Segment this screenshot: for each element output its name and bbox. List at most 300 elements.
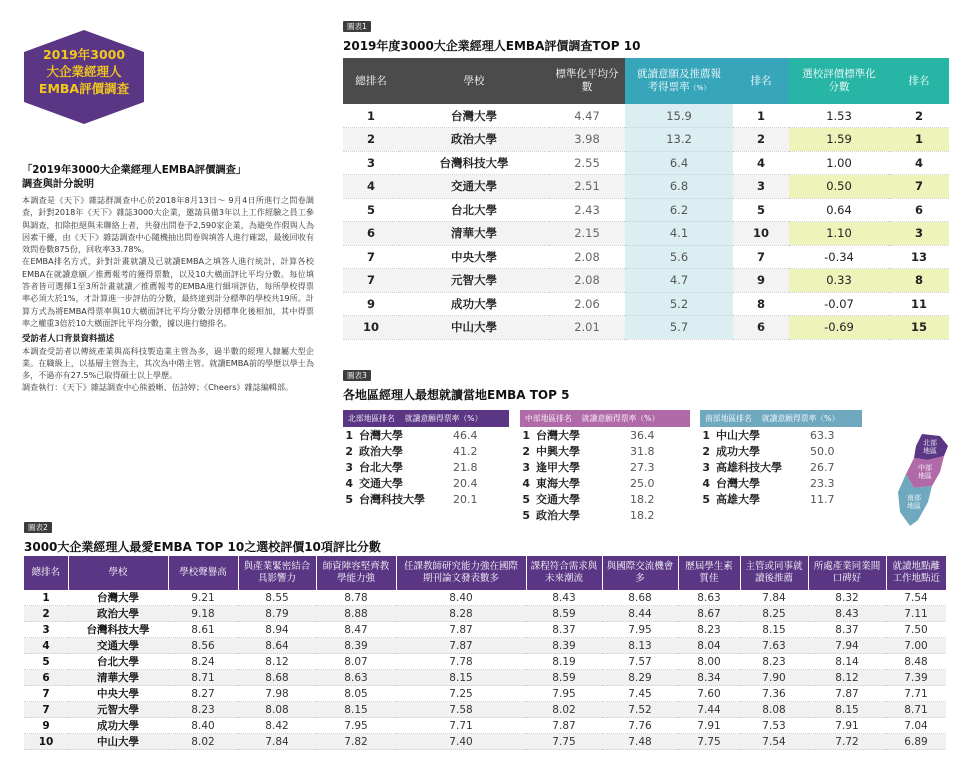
region-north-panel (343, 410, 509, 507)
chart2-cell-score: 8.13 (602, 638, 678, 654)
chart1-cell-rank2: 10 (733, 222, 789, 246)
region-central-school: 中興大學 (536, 445, 580, 458)
chart1-cell-std: 2.55 (549, 151, 625, 175)
region-central-rate: 18.2 (630, 492, 655, 506)
chart1-cell-rank3: 15 (889, 316, 949, 340)
chart1-header-std: 標準化平均分數 (549, 58, 625, 104)
chart1-cell-vote: 6.2 (625, 198, 733, 222)
chart1-header-rank3: 排名 (889, 58, 949, 104)
chart1-cell-rank2: 6 (733, 316, 789, 340)
region-north-header-rank: 北部地區排名 (348, 414, 395, 423)
chart2-header-cell: 任課教師研究能力強在國際期刊論文發表數多 (396, 556, 526, 590)
region-north-school: 交通大學 (359, 477, 403, 490)
region-south-row (700, 427, 862, 443)
chart1-cell-rank: 6 (343, 222, 399, 246)
chart2-cell-score: 7.75 (526, 734, 602, 750)
chart1-cell-choice: 1.59 (789, 128, 889, 152)
chart2-header-cell: 歷屆學生素質佳 (678, 556, 740, 590)
chart2-cell-score: 9.18 (168, 606, 238, 622)
intro-paragraph-2: 在EMBA排名方式，針對計畫就讀及已就讀EMBA之填答人進行統計，計算各校EMBA在就讀意願／推薦報考的獲得票數，以及10大橫面評比平均分數。每位填答者皆可選擇1至3所計畫就讀／推薦報考的EMBA進行細項評估，每所學校得票率必須大於1%，才計算進一步評估的分數，最終達到計分標準的學校共19所。計算方式為將EMBA得票率與10大橫面評比平均分數分別標準化後相加，其中得票率之權重3倍於10大橫面評比平均分數，據以進行總排名。 (22, 256, 314, 328)
region-central-header-rank: 中部地區排名 (525, 414, 572, 423)
chart2-cell-score: 8.71 (168, 670, 238, 686)
chart2-cell-score: 7.25 (396, 686, 526, 702)
chart2-cell-score: 8.12 (238, 654, 316, 670)
chart2-title: 3000大企業經理人最愛EMBA TOP 10之選校評價10項評比分數 (24, 540, 381, 554)
chart2-cell-score: 8.94 (238, 622, 316, 638)
chart2-cell-score: 8.56 (168, 638, 238, 654)
chart1-cell-school: 中央大學 (399, 245, 549, 269)
chart2-cell-score: 7.76 (602, 718, 678, 734)
chart2-header-cell: 就讀地點離工作地點近 (886, 556, 946, 590)
chart1-cell-std: 2.15 (549, 222, 625, 246)
region-south-header-rank: 南部地區排名 (705, 414, 752, 423)
chart2-row (24, 734, 946, 750)
chart1-cell-vote: 6.8 (625, 175, 733, 199)
region-central-row (520, 427, 690, 443)
chart1-cell-vote: 6.4 (625, 151, 733, 175)
region-south-rank: 5 (702, 492, 710, 506)
region-central-rate: 25.0 (630, 476, 655, 490)
chart2-cell-score: 8.43 (808, 606, 886, 622)
region-north-rate: 41.2 (453, 444, 478, 458)
intro-subtitle: 調查與計分說明 (22, 178, 95, 190)
chart2-header-cell: 與國際交流機會多 (602, 556, 678, 590)
chart2-row (24, 654, 946, 670)
chart1-header-vote-label: 就讀意願及推薦報考得票率 (637, 67, 721, 93)
map-label-south (907, 493, 921, 510)
region-central-row (520, 507, 690, 523)
chart1-cell-rank2: 1 (733, 104, 789, 128)
chart2-cell-score: 8.19 (526, 654, 602, 670)
chart1-row (343, 151, 949, 175)
chart2-cell-score: 7.84 (238, 734, 316, 750)
chart1-row (343, 104, 949, 128)
chart2-header-cell: 課程符合需求與未來潮流 (526, 556, 602, 590)
chart2-cell-score: 8.14 (808, 654, 886, 670)
chart2-cell-score: 8.00 (678, 654, 740, 670)
chart2-cell-score: 7.87 (396, 622, 526, 638)
region-north-rank: 2 (345, 444, 353, 458)
chart2-cell-score: 8.28 (396, 606, 526, 622)
chart1-cell-rank2: 4 (733, 151, 789, 175)
region-north-school: 政治大學 (359, 445, 403, 458)
chart2-cell-score: 7.78 (396, 654, 526, 670)
region-south-rate: 63.3 (810, 428, 835, 442)
badge-line-1: 2019年3000 (42, 47, 126, 62)
chart1-cell-rank2: 9 (733, 269, 789, 293)
chart2-cell-score: 8.15 (396, 670, 526, 686)
chart1-row (343, 175, 949, 199)
chart1-header-choice: 選校評價標準化分數 (789, 58, 889, 104)
region-central-rate: 18.2 (630, 508, 655, 522)
chart2-cell-score: 8.39 (316, 638, 396, 654)
chart1-cell-vote: 5.6 (625, 245, 733, 269)
chart1-cell-school: 成功大學 (399, 292, 549, 316)
chart2-cell-score: 7.48 (602, 734, 678, 750)
map-label-central-l1: 中部 (918, 464, 932, 472)
chart1-header-rank: 總排名 (343, 58, 399, 104)
region-south-rate: 23.3 (810, 476, 835, 490)
chart2-cell-score: 8.88 (316, 606, 396, 622)
chart2-row (24, 686, 946, 702)
region-north-school: 台灣科技大學 (359, 493, 425, 506)
chart2-cell-score: 7.58 (396, 702, 526, 718)
region-north-rate: 46.4 (453, 428, 478, 442)
chart2-row (24, 718, 946, 734)
chart2-cell-score: 8.79 (238, 606, 316, 622)
chart1-cell-choice: 1.00 (789, 151, 889, 175)
chart1-cell-school: 政治大學 (399, 128, 549, 152)
chart2-cell-score: 8.59 (526, 606, 602, 622)
map-label-central (918, 463, 932, 480)
chart1-table (343, 58, 949, 340)
chart1-cell-rank3: 7 (889, 175, 949, 199)
region-central-rate: 36.4 (630, 428, 655, 442)
chart1-cell-rank: 7 (343, 245, 399, 269)
chart1-cell-rank2: 7 (733, 245, 789, 269)
chart2-cell-score: 8.37 (808, 622, 886, 638)
chart1-cell-rank3: 11 (889, 292, 949, 316)
badge-line-2: 大企業經理人 (46, 64, 122, 79)
chart2-cell-score: 7.60 (678, 686, 740, 702)
chart1-row (343, 128, 949, 152)
chart2-cell-score: 7.50 (886, 622, 946, 638)
region-south-header (700, 410, 862, 427)
region-north-rate: 20.4 (453, 476, 478, 490)
chart1-cell-vote: 15.9 (625, 104, 733, 128)
map-label-south-l1: 南部 (907, 494, 921, 502)
chart1-row (343, 245, 949, 269)
chart2-cell-score: 7.90 (740, 670, 808, 686)
chart2-cell-score: 8.23 (740, 654, 808, 670)
chart1-cell-rank: 9 (343, 292, 399, 316)
chart2-cell-score: 8.37 (526, 622, 602, 638)
chart3-tag: 圖表3 (343, 370, 371, 381)
chart1-cell-std: 2.08 (549, 269, 625, 293)
chart2-cell-score: 8.47 (316, 622, 396, 638)
chart2-cell-score: 8.02 (168, 734, 238, 750)
chart2-cell-score: 8.64 (238, 638, 316, 654)
chart2-cell-score: 8.48 (886, 654, 946, 670)
chart2-cell-score: 7.87 (396, 638, 526, 654)
region-central-row (520, 491, 690, 507)
chart1-cell-school: 台灣科技大學 (399, 151, 549, 175)
region-central-school: 逢甲大學 (536, 461, 580, 474)
chart2-cell-score: 7.52 (602, 702, 678, 718)
chart1-cell-vote: 5.7 (625, 316, 733, 340)
chart1-cell-std: 2.08 (549, 245, 625, 269)
chart2-header-cell: 學校 (68, 556, 168, 590)
chart2-cell-school: 台灣大學 (68, 590, 168, 606)
chart1-cell-rank3: 2 (889, 104, 949, 128)
taiwan-map (870, 430, 954, 530)
chart2-cell-score: 8.15 (740, 622, 808, 638)
chart1-cell-choice: -0.34 (789, 245, 889, 269)
chart2-cell-score: 7.72 (808, 734, 886, 750)
chart1-row (343, 269, 949, 293)
chart1-cell-rank: 1 (343, 104, 399, 128)
chart2-cell-school: 清華大學 (68, 670, 168, 686)
chart1-cell-std: 2.43 (549, 198, 625, 222)
intro-paragraph-3: 本調查受訪者以傳統產業與高科技製造業主管為多，過半數的經理人隸屬大型企業。在職級上，以基層主管為主，其次為中階主管。就讀EMBA前的學歷以學士為多，不過亦有27.5%已取得碩士以上學歷。 (22, 345, 314, 381)
chart2-cell-school: 成功大學 (68, 718, 168, 734)
chart2-cell-score: 8.23 (678, 622, 740, 638)
chart2-cell-score: 8.05 (316, 686, 396, 702)
region-south-school: 高雄科技大學 (716, 461, 782, 474)
region-south-row (700, 491, 862, 507)
chart1-cell-school: 清華大學 (399, 222, 549, 246)
region-north-header-rate: 就讀意願得票率（%） (404, 414, 483, 423)
chart2-cell-score: 7.45 (602, 686, 678, 702)
chart1-cell-rank2: 3 (733, 175, 789, 199)
chart1-cell-rank3: 3 (889, 222, 949, 246)
chart2-cell-school: 台灣科技大學 (68, 622, 168, 638)
region-north-school: 台灣大學 (359, 429, 403, 442)
chart2-cell-score: 8.07 (316, 654, 396, 670)
chart1-cell-vote: 13.2 (625, 128, 733, 152)
chart1-header-vote-unit: （%） (689, 83, 711, 92)
chart1-cell-rank: 3 (343, 151, 399, 175)
intro-title: 「2019年3000大企業經理人EMBA評價調查」 (22, 164, 247, 176)
map-label-north-l1: 北部 (923, 439, 937, 447)
region-north-rank: 5 (345, 492, 353, 506)
chart2-cell-score: 8.24 (168, 654, 238, 670)
chart2-cell-score: 8.08 (238, 702, 316, 718)
chart2-cell-score: 8.15 (316, 702, 396, 718)
chart1-cell-rank3: 4 (889, 151, 949, 175)
intro-section (22, 163, 314, 394)
chart1-cell-vote: 5.2 (625, 292, 733, 316)
chart2-cell-rank: 9 (24, 718, 68, 734)
chart2-cell-score: 8.27 (168, 686, 238, 702)
region-central-rank: 5 (522, 492, 530, 506)
chart2-cell-rank: 2 (24, 606, 68, 622)
chart1-header-row (343, 58, 949, 104)
chart1-cell-rank3: 13 (889, 245, 949, 269)
region-north-header (343, 410, 509, 427)
chart2-cell-score: 8.42 (238, 718, 316, 734)
chart2-cell-score: 7.11 (886, 606, 946, 622)
chart1-cell-school: 中山大學 (399, 316, 549, 340)
chart2-cell-score: 8.55 (238, 590, 316, 606)
region-central-row (520, 475, 690, 491)
region-north-row (343, 443, 509, 459)
intro-paragraph-4: 調查執行：《天下》雜誌調查中心熊毅晰、伍詩婷；《Cheers》雜誌編輯部。 (22, 382, 294, 393)
region-south-panel (700, 410, 862, 507)
chart2-cell-score: 7.87 (526, 718, 602, 734)
chart1-cell-rank3: 8 (889, 269, 949, 293)
chart2-cell-score: 8.63 (316, 670, 396, 686)
chart1-cell-std: 4.47 (549, 104, 625, 128)
chart2-row (24, 702, 946, 718)
chart1-cell-vote: 4.1 (625, 222, 733, 246)
chart2-cell-score: 7.40 (396, 734, 526, 750)
chart1-cell-choice: -0.07 (789, 292, 889, 316)
chart2-cell-score: 8.59 (526, 670, 602, 686)
region-south-rank: 4 (702, 476, 710, 490)
region-south-rate: 50.0 (810, 444, 835, 458)
chart2-cell-score: 8.71 (886, 702, 946, 718)
region-north-row (343, 491, 509, 507)
region-south-row (700, 475, 862, 491)
chart1-row (343, 316, 949, 340)
chart2-cell-rank: 7 (24, 702, 68, 718)
chart1-cell-choice: 1.10 (789, 222, 889, 246)
chart2-table (24, 556, 946, 750)
region-north-rank: 1 (345, 428, 353, 442)
region-south-rank: 3 (702, 460, 710, 474)
chart2-cell-rank: 3 (24, 622, 68, 638)
chart2-cell-score: 7.91 (678, 718, 740, 734)
region-central-school: 交通大學 (536, 493, 580, 506)
chart2-cell-score: 7.95 (602, 622, 678, 638)
chart2-cell-rank: 7 (24, 686, 68, 702)
chart1-row (343, 222, 949, 246)
chart1-header-rank2: 排名 (733, 58, 789, 104)
chart2-cell-rank: 1 (24, 590, 68, 606)
chart2-cell-school: 政治大學 (68, 606, 168, 622)
chart1-title: 2019年度3000大企業經理人EMBA評價調查TOP 10 (343, 39, 641, 53)
chart1-cell-rank2: 2 (733, 128, 789, 152)
chart2-cell-score: 8.12 (808, 670, 886, 686)
region-south-row (700, 459, 862, 475)
chart2-cell-score: 7.44 (678, 702, 740, 718)
chart2-cell-score: 7.95 (526, 686, 602, 702)
chart2-cell-score: 8.23 (168, 702, 238, 718)
chart2-cell-score: 8.34 (678, 670, 740, 686)
chart2-row (24, 638, 946, 654)
chart2-cell-score: 7.71 (886, 686, 946, 702)
chart2-cell-school: 中山大學 (68, 734, 168, 750)
chart2-cell-score: 8.02 (526, 702, 602, 718)
chart1-cell-choice: 0.50 (789, 175, 889, 199)
region-central-rate: 27.3 (630, 460, 655, 474)
chart2-cell-score: 7.98 (238, 686, 316, 702)
region-central-row (520, 443, 690, 459)
map-label-south-l2: 地區 (907, 502, 921, 510)
region-central-rank: 3 (522, 460, 530, 474)
map-label-north (923, 438, 937, 455)
chart1-cell-rank: 7 (343, 269, 399, 293)
chart2-header-cell: 學校聲譽高 (168, 556, 238, 590)
chart1-cell-std: 2.51 (549, 175, 625, 199)
chart2-cell-school: 台北大學 (68, 654, 168, 670)
chart2-cell-score: 8.15 (808, 702, 886, 718)
region-central-rank: 5 (522, 508, 530, 522)
region-north-row (343, 475, 509, 491)
chart1-header-vote (625, 58, 733, 104)
region-north-rate: 21.8 (453, 460, 478, 474)
chart3-title: 各地區經理人最想就讀當地EMBA TOP 5 (343, 388, 570, 402)
chart2-header-cell: 總排名 (24, 556, 68, 590)
chart2-cell-score: 7.71 (396, 718, 526, 734)
chart2-cell-score: 8.43 (526, 590, 602, 606)
chart2-header-cell: 師資陣容堅齊教學能力強 (316, 556, 396, 590)
chart1-cell-vote: 4.7 (625, 269, 733, 293)
chart2-cell-score: 7.75 (678, 734, 740, 750)
chart2-cell-rank: 5 (24, 654, 68, 670)
chart2-cell-school: 交通大學 (68, 638, 168, 654)
chart2-cell-score: 8.44 (602, 606, 678, 622)
chart2-cell-score: 8.67 (678, 606, 740, 622)
chart2-cell-rank: 10 (24, 734, 68, 750)
map-label-north-l2: 地區 (923, 447, 937, 455)
chart2-cell-score: 8.29 (602, 670, 678, 686)
region-north-rank: 4 (345, 476, 353, 490)
chart2-row (24, 622, 946, 638)
region-south-school: 高雄大學 (716, 493, 760, 506)
chart2-cell-score: 8.08 (740, 702, 808, 718)
chart2-cell-score: 7.36 (740, 686, 808, 702)
map-label-central-l2: 地區 (918, 472, 932, 480)
chart2-cell-score: 8.63 (678, 590, 740, 606)
chart2-cell-score: 8.25 (740, 606, 808, 622)
region-south-rate: 11.7 (810, 492, 835, 506)
chart2-cell-score: 7.63 (740, 638, 808, 654)
region-south-header-rate: 就讀意願得票率（%） (761, 414, 840, 423)
chart1-cell-rank3: 1 (889, 128, 949, 152)
chart1-cell-rank: 2 (343, 128, 399, 152)
region-central-rank: 4 (522, 476, 530, 490)
chart2-row (24, 590, 946, 606)
chart2-cell-score: 8.40 (168, 718, 238, 734)
region-north-rate: 20.1 (453, 492, 478, 506)
chart2-cell-score: 7.53 (740, 718, 808, 734)
chart1-header-school: 學校 (399, 58, 549, 104)
region-central-rank: 2 (522, 444, 530, 458)
region-south-row (700, 443, 862, 459)
region-north-school: 台北大學 (359, 461, 403, 474)
chart2-tag: 圖表2 (24, 522, 52, 533)
region-central-rate: 31.8 (630, 444, 655, 458)
region-central-rank: 1 (522, 428, 530, 442)
chart1-tag: 圖表1 (343, 21, 371, 32)
region-south-rank: 2 (702, 444, 710, 458)
chart1-cell-choice: 0.64 (789, 198, 889, 222)
chart1-row (343, 292, 949, 316)
chart2-cell-score: 7.54 (740, 734, 808, 750)
survey-badge (20, 28, 148, 126)
chart1-cell-choice: 0.33 (789, 269, 889, 293)
chart1-cell-rank2: 5 (733, 198, 789, 222)
chart2-cell-school: 元智大學 (68, 702, 168, 718)
chart1-cell-choice: 1.53 (789, 104, 889, 128)
chart2-cell-score: 8.32 (808, 590, 886, 606)
chart2-row (24, 670, 946, 686)
chart2-cell-score: 8.61 (168, 622, 238, 638)
region-central-school: 台灣大學 (536, 429, 580, 442)
chart2-cell-score: 7.95 (316, 718, 396, 734)
chart2-header-row (24, 556, 946, 590)
chart2-cell-score: 7.94 (808, 638, 886, 654)
region-south-school: 成功大學 (716, 445, 760, 458)
chart1-cell-choice: -0.69 (789, 316, 889, 340)
chart2-cell-score: 7.91 (808, 718, 886, 734)
region-central-header-rate: 就讀意願得票率（%） (581, 414, 660, 423)
chart2-cell-score: 8.68 (602, 590, 678, 606)
chart1-cell-std: 2.06 (549, 292, 625, 316)
chart2-cell-score: 7.00 (886, 638, 946, 654)
chart2-cell-rank: 6 (24, 670, 68, 686)
badge-line-3: EMBA評價調查 (38, 81, 130, 96)
chart1-cell-rank2: 8 (733, 292, 789, 316)
chart2-cell-score: 7.57 (602, 654, 678, 670)
chart2-cell-score: 8.78 (316, 590, 396, 606)
chart2-cell-score: 8.40 (396, 590, 526, 606)
region-north-row (343, 459, 509, 475)
chart2-header-cell: 所處產業同業間口碑好 (808, 556, 886, 590)
chart1-cell-rank3: 6 (889, 198, 949, 222)
